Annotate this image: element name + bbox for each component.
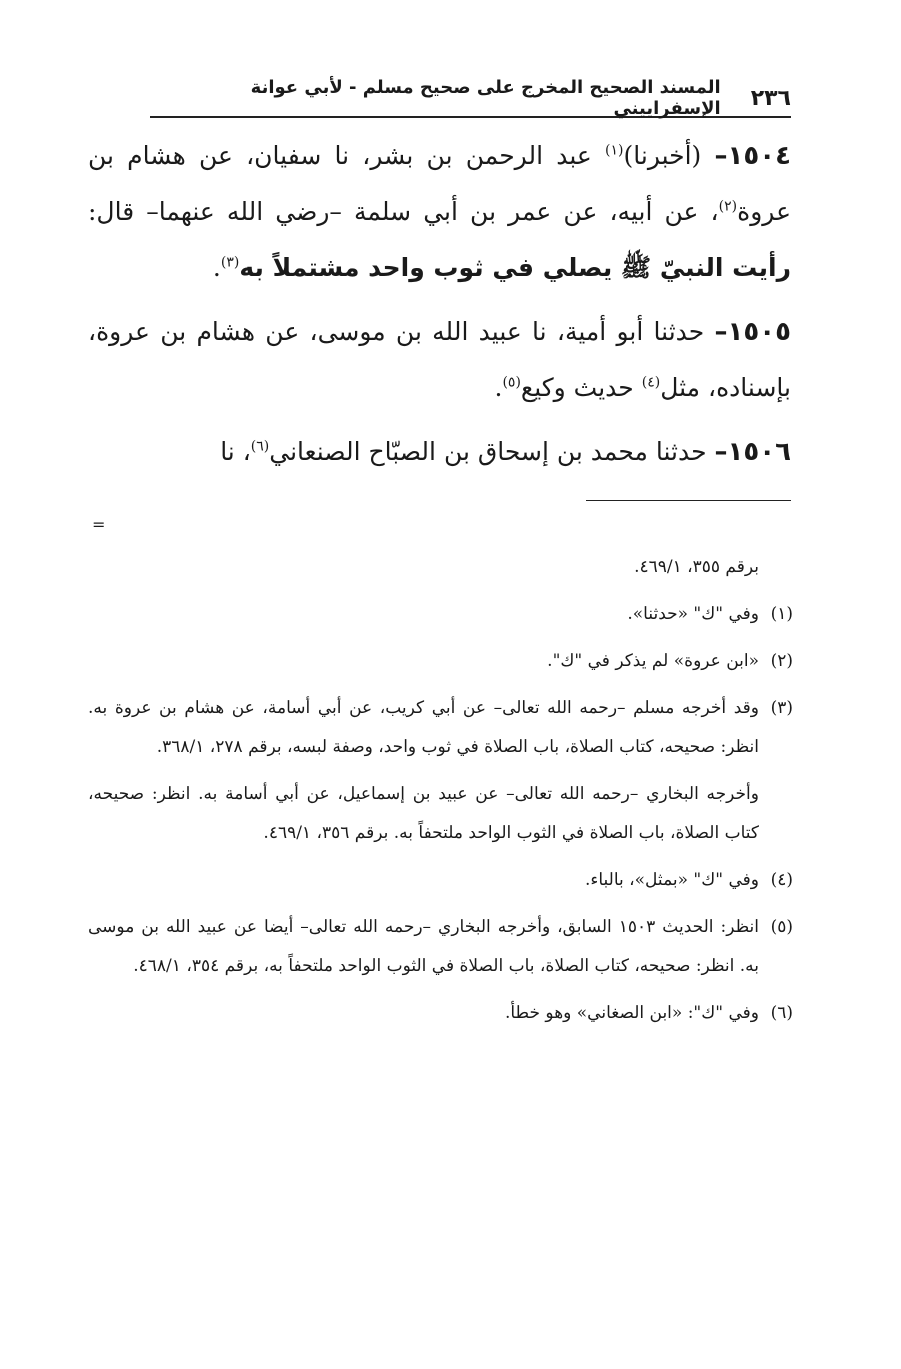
hadith-text: حدثنا محمد بن إسحاق بن الصبّاح الصنعاني	[269, 437, 715, 466]
hadith-1505	[88, 304, 791, 416]
page-header	[150, 77, 791, 119]
footnote-text: وفي "ك": «ابن الصغاني» وهو خطأ.	[504, 1003, 759, 1023]
footnote-ref: (٦)	[250, 438, 270, 455]
footnote-text: انظر: الحديث ١٥٠٣ السابق، وأخرجه البخاري –رحمه الله تعالى– أيضا عن عبيد الله بن موسى به. انظر: صحيحه، كتاب الصلاة، باب الصلاة في الثوب الواحد ملتحفاً به، برقم ٣٥٤، ٤٦٨/١.	[88, 917, 759, 976]
hadith-number: ١٥٠٦	[727, 437, 791, 467]
footnote-ref: (٤)	[641, 374, 661, 391]
footnote-ref: (١)	[605, 142, 624, 159]
footnote-1	[88, 595, 793, 634]
running-title: المسند الصحيح المخرج على صحيح مسلم - لأبي عوانة الإسفراييني	[250, 77, 721, 119]
page-number: ٢٣٦	[750, 85, 791, 111]
footnote-3	[88, 689, 793, 853]
hadith-text: ، نا	[220, 437, 251, 466]
hadith-end: .	[494, 373, 503, 402]
footnote-text: برقم ٣٥٥، ٤٦٩/١.	[634, 557, 759, 577]
footnote-text: وفي "ك" «حدثنا».	[627, 604, 759, 624]
hadith-quote: رأيت النبيّ ﷺ يصلي في ثوب واحد مشتملاً به	[239, 253, 791, 282]
footnote-ref: (٣)	[220, 254, 240, 271]
footnote-ref: (٥)	[502, 374, 521, 391]
footnote-number: (٢)	[770, 651, 793, 671]
hadith-dash: –	[714, 141, 728, 171]
hadith-text: حدثنا أبو أمية، نا عبيد الله بن موسى، عن هشام بن عروة، بإسناده، مثل	[88, 317, 791, 402]
footnote-text: وقد أخرجه مسلم –رحمه الله تعالى– عن أبي كريب، عن أبي أسامة، عن هشام بن عروة به. انظر: صحيحه، كتاب الصلاة، باب الصلاة في ثوب واحد، وصفة لبسه، برقم ٢٧٨، ٣٦٨/١.	[88, 698, 759, 757]
main-text	[88, 128, 791, 488]
footnote-4	[88, 861, 793, 900]
hadith-end: .	[212, 253, 221, 282]
hadith-text: حديث وكيع	[520, 373, 642, 402]
footnote-number: (١)	[770, 604, 793, 624]
continuation-mark: =	[92, 515, 106, 534]
footnote-body	[88, 689, 759, 853]
footnote-separator	[586, 500, 791, 501]
footnote-text: «ابن عروة» لم يذكر في "ك".	[547, 651, 759, 671]
footnote-number: (٦)	[770, 1003, 793, 1023]
footnote-number: (٤)	[770, 870, 793, 890]
hadith-1504	[88, 128, 791, 296]
footnote-ref: (٢)	[718, 198, 738, 215]
hadith-number: ١٥٠٤	[727, 141, 791, 171]
footnote-6	[88, 994, 793, 1033]
footnote-number: (٥)	[770, 917, 793, 937]
hadith-dash: –	[714, 437, 728, 467]
footnote-2	[88, 642, 793, 681]
footnote-text: وفي "ك" «بمثل»، بالباء.	[584, 870, 759, 890]
footnote-5	[88, 908, 793, 986]
footnote-number: (٣)	[770, 698, 793, 718]
footnote-carry-over	[88, 548, 793, 587]
footnotes	[88, 548, 793, 1041]
hadith-number: ١٥٠٥	[727, 317, 791, 347]
hadith-text: عبد الرحمن بن بشر، نا سفيان، عن هشام بن عروة	[88, 141, 791, 226]
footnote-text: وأخرجه البخاري –رحمه الله تعالى– عن عبيد بن إسماعيل، عن أبي أسامة به. انظر: صحيحه، كتاب الصلاة، باب الصلاة في الثوب الواحد ملتحفاً به. برقم ٣٥٦، ٤٦٩/١.	[88, 784, 759, 843]
hadith-dash: –	[714, 317, 728, 347]
hadith-1506	[88, 424, 791, 480]
hadith-text: ، عن أبيه، عن عمر بن أبي سلمة –رضي الله عنهما– قال:	[88, 197, 719, 226]
hadith-text: (أخبرنا)	[623, 141, 715, 170]
